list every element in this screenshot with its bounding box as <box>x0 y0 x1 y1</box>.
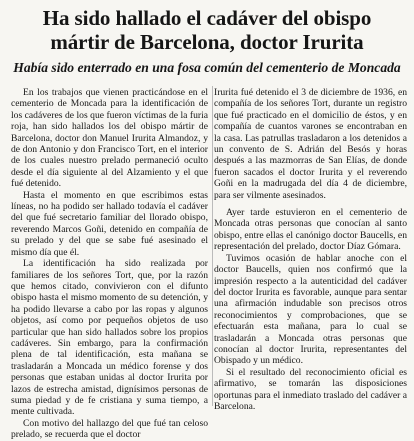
article-paragraph: Si el resultado del reconocimiento oficial es afirmativo, se tomarán las disposiciones oportunas para el inmediato traslado del cadáver a Barcelona. <box>214 366 407 412</box>
right-column <box>214 87 407 412</box>
headline-line-1: Ha sido hallado el cadáver del obispo <box>42 6 372 30</box>
article-paragraph: Con motivo del hallazgo del que fué tan celoso prelado, se recuerda que el doctor <box>11 417 208 441</box>
article-paragraph: Hasta el momento en que escribimos estas líneas, no ha podido ser hallado todavía el cadáver del que fué secretario familiar del llorado obispo, reverendo Marcos Goñi, detenido en compañía de su prelado y del que se sabe fué asesinado el mismo día que él. <box>11 189 208 258</box>
article-paragraph: La identificación ha sido realizada por familiares de los señores Tort, que, por la razón que hemos citado, convivieron con el difunto obispo hasta el mismo momento de su detención, y ha podido llevarse a cabo por las ropas y algunos objetos, así como por pequeños objetos de uso particular que han sido hallados sobre los propios cadáveres. Sin embargo, para la confirmación plena de tal identificación, esta mañana se trasladarán a Moncada un médico forense y dos personas que estaban unidas al doctor Irurita por lazos de estrecha amistad, dignísimos personas de suma piedad y de fe cristiana y suma tiempo, a mente cultivada. <box>11 258 208 418</box>
left-column <box>11 87 208 441</box>
article-paragraph: Irurita fué detenido el 3 de diciembre de 1936, en compañía de los señores Tort, durante un registro que fué practicado en el domicilio de éstos, y en compañía de cuantos varones se encontraban en la casa. Las patrullas trasladaron a los detenidos a un convento de S. Adrián del Besós y horas después a las mazmorras de San Elías, de donde fueron sacados el doctor Irurita y el reverendo Goñi en la madrugada del día 4 de diciembre, para ser vilmente asesinados. <box>214 87 407 201</box>
article-paragraph: Tuvimos ocasión de hablar anoche con el doctor Baucells, quien nos confirmó que la impresión respecto a la autenticidad del cadáver del doctor Irurita es favorable, aunque para sentar una afirmación indudable son precisos otros reconocimientos y comprobaciones, que se efectuarán esta mañana, para lo cual se trasladarán a Moncada otras personas que conocían al doctor Irurita, representantes del Obispado y un médico. <box>214 252 407 367</box>
column-divider <box>212 86 213 406</box>
article-paragraph: Ayer tarde estuvieron en el cementerio de Moncada otras personas que conocían al santo obispo, entre ellas el canónigo doctor Baucells, en representación del prelado, doctor Díaz Gómara. <box>214 207 407 253</box>
headline-line-2: mártir de Barcelona, doctor Irurita <box>50 30 364 54</box>
article-paragraph: En los trabajos que vienen practicándose en el cementerio de Moncada para la identificación de los cadáveres de los que fueron víctimas de la furia roja, han sido hallados los del obispo mártir de Barcelona, doctor don Manuel Irurita Almandoz, y de don Antonio y don Francisco Tort, en el interior de los cuales nuestro prelado permaneció oculto desde el día siguiente al del Alzamiento y el que fué detenido. <box>11 87 208 190</box>
subheadline: Había sido enterrado en una fosa común del cementerio de Moncada <box>13 60 401 75</box>
